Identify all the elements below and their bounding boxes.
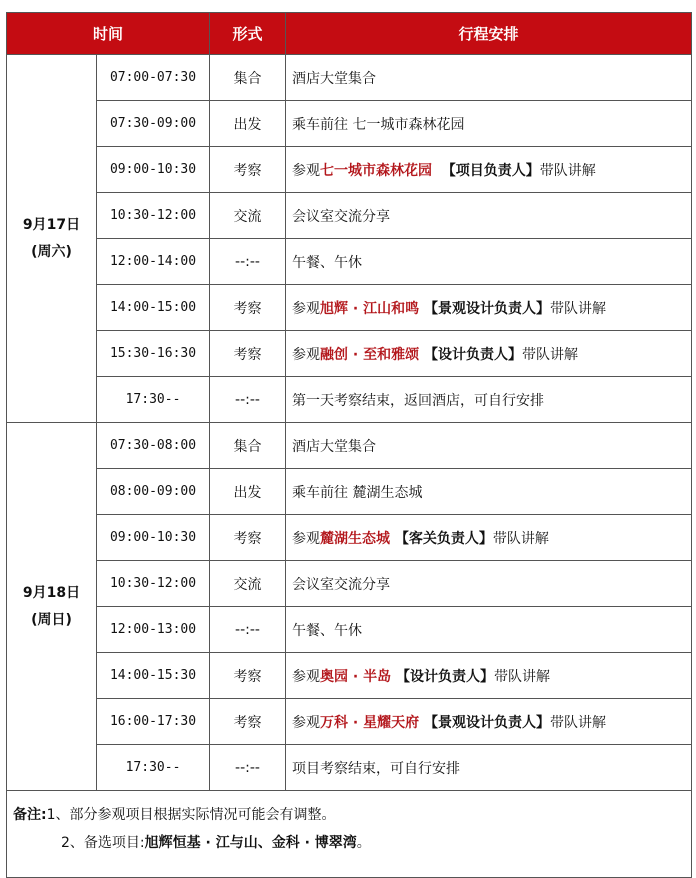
plan-cell: [286, 147, 692, 193]
plan-text: 参观: [292, 714, 321, 731]
plan-text: 参观: [292, 668, 321, 685]
form-cell: 集合: [210, 55, 286, 101]
plan-cell: [286, 55, 692, 101]
schedule-row: [7, 193, 692, 239]
schedule-row: [7, 745, 692, 791]
plan-cell: [286, 607, 692, 653]
form-cell: --:--: [210, 745, 286, 791]
time-cell: 12:00-13:00: [97, 607, 210, 653]
plan-cell: [286, 101, 692, 147]
plan-text: 带队讲解: [549, 300, 606, 317]
form-cell: 考察: [210, 331, 286, 377]
header-form: 形式: [210, 13, 286, 55]
plan-text: 参观: [292, 300, 321, 317]
form-cell: --:--: [210, 377, 286, 423]
time-cell: 09:00-10:30: [97, 147, 210, 193]
note-line-1: [13, 801, 685, 829]
guide-role: 【景观设计负责人】: [419, 714, 550, 731]
plan-cell: [286, 423, 692, 469]
time-cell: 16:00-17:30: [97, 699, 210, 745]
day-weekday: (周六): [31, 243, 72, 260]
time-cell: 09:00-10:30: [97, 515, 210, 561]
plan-cell: [286, 469, 692, 515]
notes-label: 备注:: [13, 807, 47, 823]
plan-text: 带队讲解: [492, 530, 549, 547]
schedule-row: [7, 561, 692, 607]
time-cell: 15:30-16:30: [97, 331, 210, 377]
schedule-table: [6, 12, 692, 878]
notes-cell: [7, 791, 692, 878]
plan-text: 乘车前往 七一城市森林花园: [292, 116, 465, 133]
header-plan: 行程安排: [286, 13, 692, 55]
time-cell: 10:30-12:00: [97, 561, 210, 607]
schedule-row: [7, 699, 692, 745]
form-cell: 考察: [210, 147, 286, 193]
guide-role: 【项目负责人】: [432, 162, 540, 179]
project-name: 奥园 · 半岛: [320, 668, 392, 685]
header-row: [7, 13, 692, 55]
plan-text: 乘车前往 麓湖生态城: [292, 484, 423, 501]
schedule-row: [7, 239, 692, 285]
guide-role: 【景观设计负责人】: [419, 300, 550, 317]
schedule-row: [7, 55, 692, 101]
plan-text: 午餐、午休: [292, 254, 363, 271]
schedule-row: [7, 377, 692, 423]
guide-role: 【设计负责人】: [419, 346, 522, 363]
form-cell: 出发: [210, 101, 286, 147]
form-cell: 考察: [210, 285, 286, 331]
note-1-text: 1、部分参观项目根据实际情况可能会有调整。: [46, 807, 336, 823]
note-line-2: [13, 829, 685, 857]
plan-cell: [286, 193, 692, 239]
day-weekday: (周日): [31, 611, 72, 628]
notes-row: [7, 791, 692, 878]
project-name: 麓湖生态城: [320, 530, 391, 547]
schedule-row: [7, 423, 692, 469]
time-cell: 12:00-14:00: [97, 239, 210, 285]
plan-cell: [286, 699, 692, 745]
note-2-suffix: 。: [356, 835, 371, 851]
time-cell: 07:00-07:30: [97, 55, 210, 101]
plan-cell: [286, 239, 692, 285]
guide-role: 【客关负责人】: [390, 530, 493, 547]
plan-text: 带队讲解: [521, 346, 578, 363]
plan-cell: [286, 745, 692, 791]
plan-cell: [286, 515, 692, 561]
schedule-row: [7, 469, 692, 515]
schedule-row: [7, 285, 692, 331]
schedule-body: [7, 55, 692, 791]
time-cell: 10:30-12:00: [97, 193, 210, 239]
time-cell: 17:30--: [97, 377, 210, 423]
schedule-row: [7, 101, 692, 147]
day-cell: [7, 55, 97, 423]
day-date: 9月18日: [22, 584, 81, 601]
schedule-row: [7, 515, 692, 561]
plan-cell: [286, 561, 692, 607]
time-cell: 14:00-15:00: [97, 285, 210, 331]
plan-text: 参观: [292, 530, 321, 547]
form-cell: --:--: [210, 607, 286, 653]
plan-text: 参观: [292, 162, 321, 179]
time-cell: 07:30-09:00: [97, 101, 210, 147]
form-cell: 考察: [210, 515, 286, 561]
form-cell: 交流: [210, 193, 286, 239]
schedule-row: [7, 653, 692, 699]
schedule-row: [7, 607, 692, 653]
form-cell: 交流: [210, 561, 286, 607]
note-2-prefix: 2、备选项目:: [61, 835, 145, 851]
plan-text: 午餐、午休: [292, 622, 363, 639]
plan-text: 项目考察结束，可自行安排: [292, 760, 461, 777]
form-cell: 考察: [210, 699, 286, 745]
note-2-items: 旭辉恒基 · 江与山、金科 · 博翠湾: [144, 835, 357, 851]
plan-text: 第一天考察结束，返回酒店，可自行安排: [292, 392, 545, 409]
time-cell: 17:30--: [97, 745, 210, 791]
plan-cell: [286, 331, 692, 377]
form-cell: 集合: [210, 423, 286, 469]
time-cell: 14:00-15:30: [97, 653, 210, 699]
plan-text: 带队讲解: [493, 668, 550, 685]
plan-cell: [286, 285, 692, 331]
plan-cell: [286, 377, 692, 423]
schedule-row: [7, 331, 692, 377]
plan-text: 酒店大堂集合: [292, 70, 377, 87]
plan-cell: [286, 653, 692, 699]
schedule-row: [7, 147, 692, 193]
guide-role: 【设计负责人】: [391, 668, 494, 685]
form-cell: --:--: [210, 239, 286, 285]
project-name: 万科 · 星耀天府: [320, 714, 420, 731]
plan-text: 会议室交流分享: [292, 576, 391, 593]
day-date: 9月17日: [22, 216, 81, 233]
project-name: 七一城市森林花园: [320, 162, 433, 179]
project-name: 旭辉 · 江山和鸣: [320, 300, 420, 317]
plan-text: 带队讲解: [549, 714, 606, 731]
plan-text: 带队讲解: [539, 162, 596, 179]
header-time: 时间: [7, 13, 210, 55]
form-cell: 考察: [210, 653, 286, 699]
time-cell: 08:00-09:00: [97, 469, 210, 515]
project-name: 融创 · 至和雅颂: [320, 346, 420, 363]
time-cell: 07:30-08:00: [97, 423, 210, 469]
plan-text: 参观: [292, 346, 321, 363]
day-cell: [7, 423, 97, 791]
plan-text: 酒店大堂集合: [292, 438, 377, 455]
plan-text: 会议室交流分享: [292, 208, 391, 225]
form-cell: 出发: [210, 469, 286, 515]
